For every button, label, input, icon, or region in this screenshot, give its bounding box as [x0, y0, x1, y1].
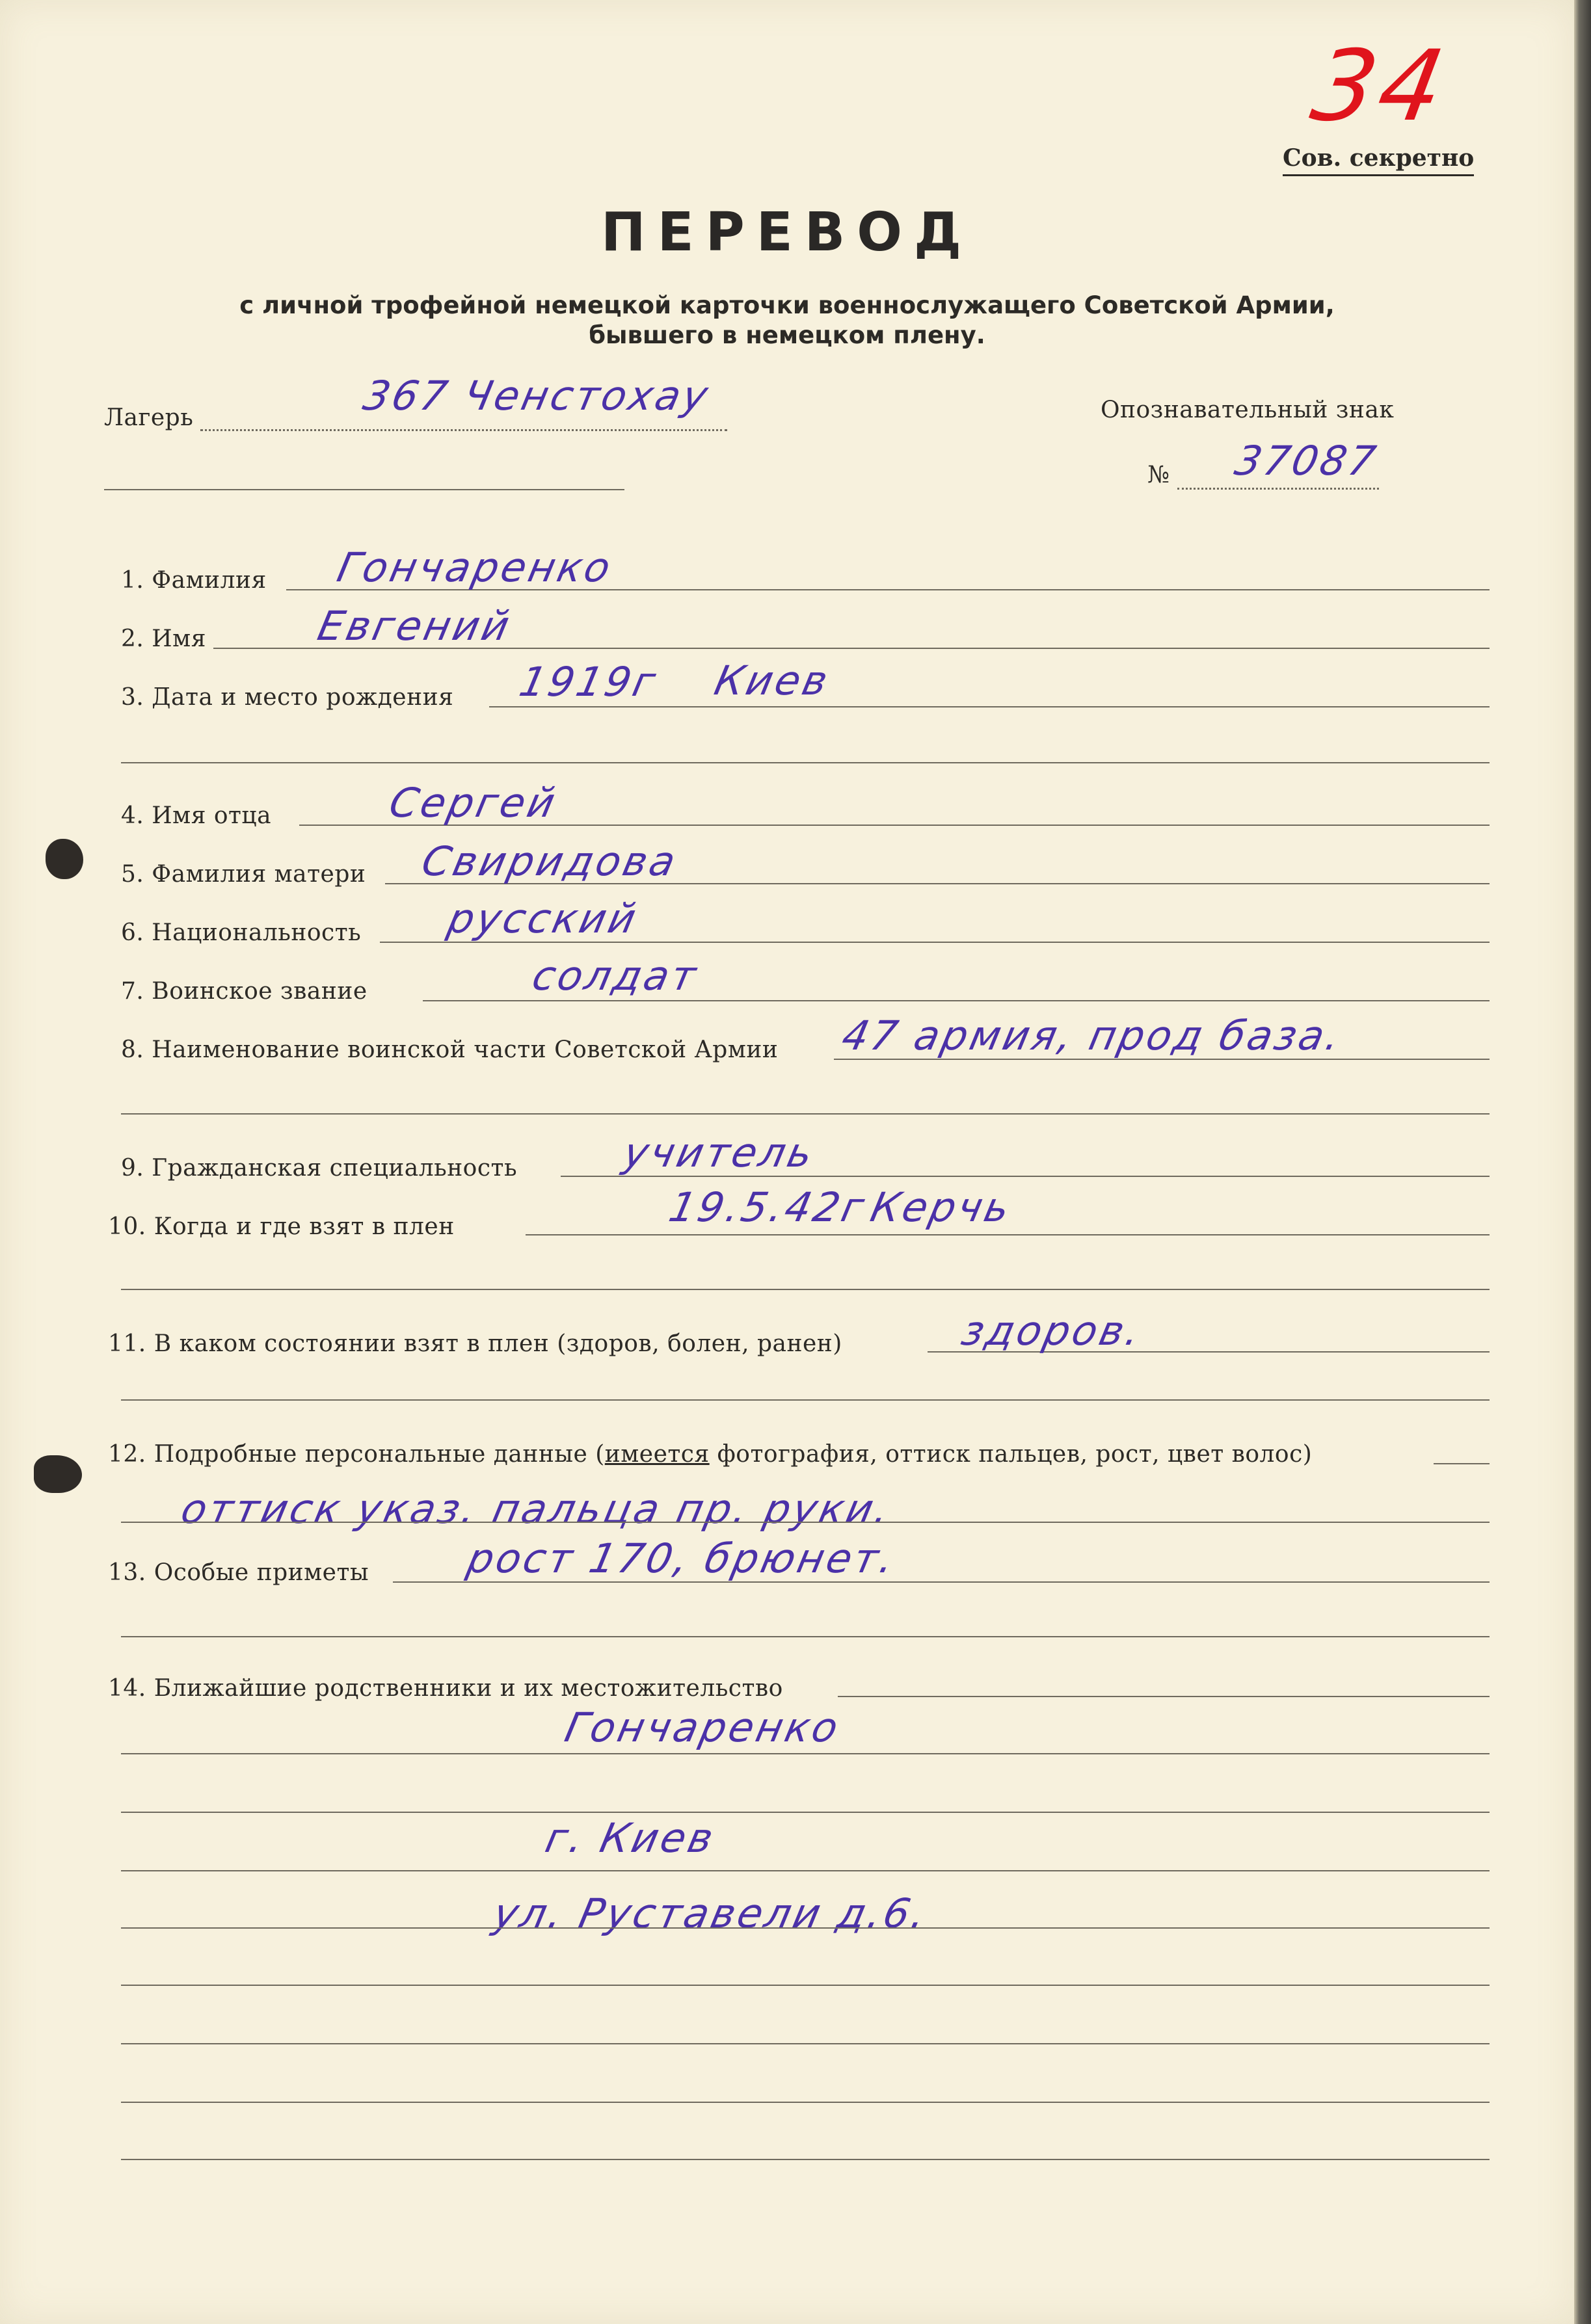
classification-mark: Сов. секретно — [1283, 144, 1474, 176]
subtitle-line-1: с личной трофейной немецкой карточки военнослужащего Советской Армии, — [239, 291, 1335, 319]
field-8-value: 47 армия, прод база. — [838, 1012, 1347, 1059]
field-10-value-place: Керчь — [866, 1183, 1017, 1231]
field-7-line — [423, 1000, 1490, 1001]
field-9-label: 9. Гражданская специальность — [121, 1155, 518, 1182]
field-14-line-7 — [121, 2043, 1490, 2044]
page-number-stamp: 34 — [1304, 30, 1456, 143]
id-tag-line — [1177, 488, 1379, 490]
field-2-value: Евгений — [314, 602, 516, 650]
camp-value: 367 Ченстохау — [359, 372, 715, 419]
field-6-value: русский — [444, 895, 643, 942]
field-8-line-2 — [121, 1113, 1490, 1115]
field-14-value-line-3: ул. Руставели д.6. — [489, 1890, 933, 1937]
field-14-line-6 — [121, 1985, 1490, 1986]
field-14-value-line-2: г. Киев — [541, 1814, 720, 1862]
id-tag-label: Опознавательный знак — [1101, 397, 1395, 423]
field-13-line-2 — [121, 1636, 1490, 1637]
field-7-value: солдат — [528, 952, 703, 999]
field-3-value-year: 1919г — [515, 658, 663, 706]
field-11-value: здоров. — [957, 1307, 1147, 1354]
field-10-label: 10. Когда и где взят в плен — [108, 1213, 455, 1240]
field-11-label: 11. В каком состоянии взят в плен (здоров, болен, ранен) — [108, 1330, 842, 1357]
field-4-label: 4. Имя отца — [121, 802, 272, 829]
field-14-line-2 — [121, 1753, 1490, 1754]
field-7-label: 7. Воинское звание — [121, 978, 368, 1005]
field-14-line-5 — [121, 1927, 1490, 1929]
camp-line-2 — [104, 489, 624, 490]
field-10-value-date: 19.5.42г — [665, 1183, 871, 1231]
field-5-label: 5. Фамилия матери — [121, 861, 366, 888]
camp-label: Лагерь — [104, 404, 194, 431]
field-10-line-2 — [121, 1289, 1490, 1290]
field-10-line — [526, 1234, 1490, 1235]
field-12-value: оттиск указ. пальца пр. руки. — [177, 1485, 896, 1533]
field-14-line-3 — [121, 1812, 1490, 1813]
field-14-line — [838, 1696, 1490, 1697]
field-14-label: 14. Ближайшие родственники и их местожительство — [108, 1675, 783, 1702]
field-14-line-8 — [121, 2102, 1490, 2103]
field-12-label: 12. Подробные персональные данные (имеется фотография, оттиск пальцев, рост, цвет волос) — [108, 1441, 1313, 1468]
field-3-label: 3. Дата и место рождения — [121, 684, 454, 711]
field-8-label: 8. Наименование воинской части Советской Армии — [121, 1037, 779, 1063]
punch-hole-bottom — [34, 1455, 82, 1493]
subtitle-line-2: бывшего в немецком плену. — [589, 321, 985, 349]
field-14-line-9 — [121, 2159, 1490, 2160]
field-4-value: Сергей — [385, 779, 562, 826]
page-edge-shadow — [1574, 0, 1591, 2324]
field-13-value: рост 170, брюнет. — [463, 1535, 902, 1582]
field-12-line — [1434, 1463, 1490, 1464]
field-3-line — [489, 706, 1490, 707]
field-9-value: учитель — [619, 1129, 820, 1176]
field-13-label: 13. Особые приметы — [108, 1559, 369, 1586]
field-2-label: 2. Имя — [121, 626, 206, 652]
id-tag-number-sign: № — [1147, 462, 1170, 488]
punch-hole-top — [46, 839, 83, 879]
field-3-value-place: Киев — [710, 657, 835, 704]
field-1-label: 1. Фамилия — [121, 567, 267, 594]
id-tag-value: 37087 — [1231, 437, 1382, 484]
field-14-value-line-1: Гончаренко — [561, 1704, 845, 1751]
field-11-line-2 — [121, 1399, 1490, 1401]
camp-line — [200, 429, 727, 431]
field-12-line-2 — [121, 1522, 1490, 1523]
document-title: ПЕРЕВОД — [601, 202, 973, 263]
field-1-value: Гончаренко — [333, 544, 617, 591]
field-5-value: Свиридова — [418, 838, 682, 885]
field-6-label: 6. Национальность — [121, 919, 362, 946]
field-3-line-2 — [121, 762, 1490, 763]
field-14-line-4 — [121, 1870, 1490, 1871]
